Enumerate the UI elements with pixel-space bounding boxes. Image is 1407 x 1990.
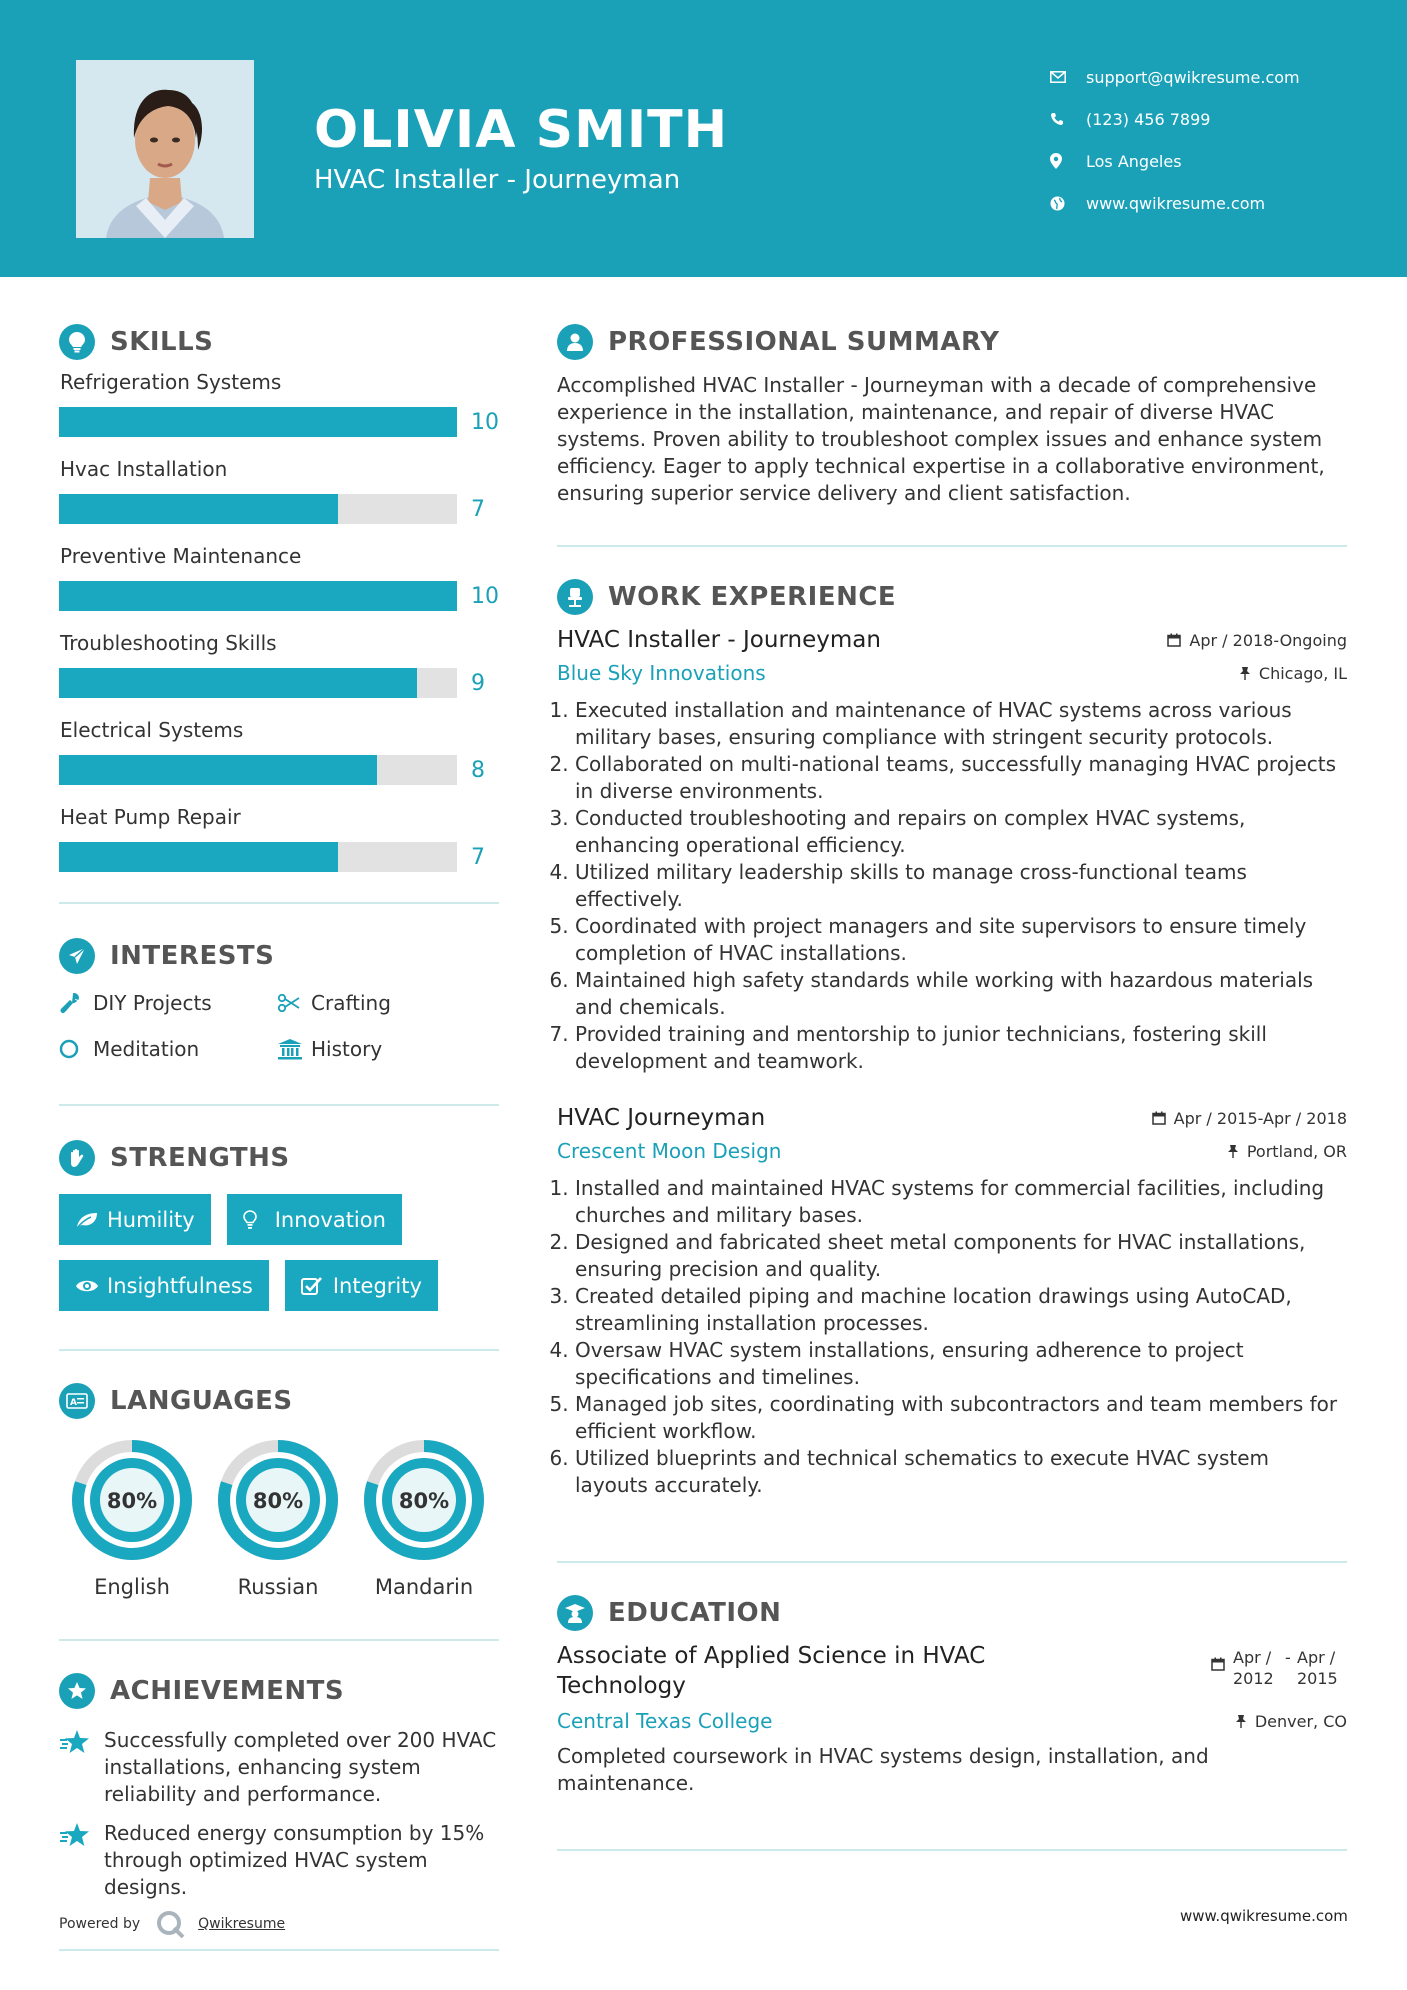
interest-item: Crafting (277, 988, 477, 1018)
skill-bar-fill (59, 407, 457, 437)
job-duties (557, 1175, 1347, 1499)
resume-header (0, 0, 1407, 277)
star-badge-icon (59, 1673, 95, 1709)
duty-item: 6. Maintained high safety standards while working with hazardous materials and chemicals. (575, 967, 1347, 1021)
date-separator: - (1285, 1648, 1291, 1667)
checkbox-icon (301, 1276, 333, 1296)
star-icon (59, 1727, 104, 1808)
skill-item (59, 718, 499, 805)
skill-item (59, 370, 499, 457)
pushpin-icon (1239, 666, 1251, 680)
job-dates: Apr / 2015-Apr / 2018 (1152, 1109, 1347, 1128)
skill-name: Hvac Installation (60, 457, 228, 481)
office-chair-icon (557, 579, 593, 615)
skill-value: 9 (471, 671, 485, 696)
skill-name: Troubleshooting Skills (60, 631, 277, 655)
sidebar (59, 320, 499, 1951)
achievement-item (59, 1727, 499, 1808)
achievements-heading: ACHIEVEMENTS (59, 1669, 499, 1713)
strengths-list (59, 1194, 499, 1311)
achievement-text: Reduced energy consumption by 15% through optimized HVAC system designs. (104, 1821, 485, 1899)
job-role: HVAC Installer - Journeyman (557, 627, 881, 653)
website-text: www.qwikresume.com (1086, 193, 1266, 213)
education-start: Apr / 2012 (1233, 1648, 1274, 1688)
qwikresume-logo-icon (156, 1910, 186, 1938)
language-progress-ring (363, 1439, 485, 1561)
education-heading: EDUCATION (557, 1591, 1347, 1635)
candidate-title: HVAC Installer - Journeyman (314, 165, 681, 195)
skill-name: Electrical Systems (60, 718, 244, 742)
skill-name: Preventive Maintenance (60, 544, 302, 568)
envelope-icon (1050, 67, 1086, 87)
candidate-name: OLIVIA SMITH (314, 100, 729, 160)
globe-icon (1050, 193, 1086, 213)
strengths-heading: STRENGTHS (59, 1136, 499, 1180)
skill-value: 7 (471, 845, 485, 870)
calendar-icon (1167, 633, 1181, 647)
education-location: Denver, CO (1235, 1712, 1347, 1731)
skill-item (59, 544, 499, 631)
paper-plane-icon (59, 938, 95, 974)
language-name: English (94, 1575, 170, 1599)
interests-list (59, 988, 499, 1064)
job-dates: Apr / 2018-Ongoing (1167, 631, 1347, 650)
pushpin-icon (1235, 1714, 1247, 1728)
duty-item: 5. Managed job sites, coordinating with subcontractors and team members for efficient workflow. (575, 1391, 1347, 1445)
hand-icon (59, 1140, 95, 1176)
strength-tag: Humility (59, 1194, 211, 1245)
interest-item: Meditation (59, 1034, 277, 1064)
contact-email[interactable] (1050, 56, 1380, 98)
skill-bar (59, 581, 457, 611)
skill-bar-fill (59, 842, 338, 872)
calendar-icon (1211, 1657, 1225, 1671)
education-description: Completed coursework in HVAC systems design, installation, and maintenance. (557, 1744, 1209, 1795)
summary-heading: PROFESSIONAL SUMMARY (557, 320, 1347, 364)
achievement-text: Successfully completed over 200 HVAC installations, enhancing system reliability and performance. (104, 1728, 497, 1806)
museum-icon (277, 1038, 311, 1060)
wrench-icon (59, 992, 93, 1014)
phone-icon (1050, 109, 1086, 129)
job-entry (557, 627, 1347, 1075)
lightbulb-icon (59, 324, 95, 360)
duty-item: 4. Utilized military leadership skills to manage cross-functional teams effectively. (575, 859, 1347, 913)
contact-info (1050, 56, 1380, 224)
duty-item: 5. Coordinated with project managers and site supervisors to ensure timely completion of HVAC installations. (575, 913, 1347, 967)
contact-phone[interactable] (1050, 98, 1380, 140)
footer-website[interactable]: www.qwikresume.com (1180, 1907, 1348, 1925)
eye-icon (75, 1278, 107, 1294)
job-role: HVAC Journeyman (557, 1105, 766, 1131)
pushpin-icon (1227, 1144, 1239, 1158)
language-icon (59, 1383, 95, 1419)
main-column (557, 320, 1347, 1851)
strength-tag: Integrity (285, 1260, 438, 1311)
svg-text:A: A (70, 1398, 78, 1408)
duty-item: 1. Installed and maintained HVAC systems for commercial facilities, including churches and military bases. (575, 1175, 1347, 1229)
star-icon (59, 1820, 104, 1901)
graduate-icon (557, 1595, 593, 1631)
strength-tag: Innovation (227, 1194, 402, 1245)
language-name: Mandarin (374, 1575, 474, 1599)
duty-item: 2. Collaborated on multi-national teams, successfully managing HVAC projects in diverse environments. (575, 751, 1347, 805)
section-divider (59, 1639, 499, 1641)
language-percent: 80% (252, 1489, 304, 1513)
skill-bar (59, 494, 457, 524)
summary-text: Accomplished HVAC Installer - Journeyman with a decade of comprehensive experience in the installation, maintenance, and repair of diverse HVAC systems. Proven ability to troubleshoot complex issues and enhance system efficiency. Eager to apply technical expertise in a collaborative environment, ensuring superior service delivery and client satisfaction. (557, 373, 1325, 505)
section-divider (59, 1949, 499, 1951)
duty-item: 6. Utilized blueprints and technical schematics to execute HVAC system layouts accurately. (575, 1445, 1347, 1499)
email-text: support@qwikresume.com (1086, 67, 1300, 87)
duty-item: 3. Created detailed piping and machine location drawings using AutoCAD, streamlining installation processes. (575, 1283, 1347, 1337)
education-degree: Associate of Applied Science in HVAC Technology (557, 1643, 986, 1699)
job-entry (557, 1105, 1347, 1499)
job-location: Portland, OR (1227, 1142, 1347, 1161)
skills-heading: SKILLS (59, 320, 499, 364)
language-progress-ring (71, 1439, 193, 1561)
duty-item: 2. Designed and fabricated sheet metal components for HVAC installations, ensuring precision and quality. (575, 1229, 1347, 1283)
location-text: Los Angeles (1086, 151, 1182, 171)
skill-item (59, 457, 499, 544)
job-company: Blue Sky Innovations (557, 661, 766, 685)
skill-name: Refrigeration Systems (60, 370, 282, 394)
skill-bar-fill (59, 494, 338, 524)
skill-item (59, 631, 499, 718)
language-progress-ring (217, 1439, 339, 1561)
education-dates (1211, 1641, 1347, 1701)
achievement-item (59, 1820, 499, 1901)
section-divider (557, 1849, 1347, 1851)
phone-text: (123) 456 7899 (1086, 109, 1211, 129)
skill-bar-fill (59, 755, 377, 785)
skill-name: Heat Pump Repair (60, 805, 241, 829)
language-item (59, 1439, 205, 1599)
skill-bar-fill (59, 581, 457, 611)
language-item (351, 1439, 497, 1599)
map-pin-icon (1050, 151, 1086, 171)
duty-item: 3. Conducted troubleshooting and repairs on complex HVAC systems, enhancing operational efficiency. (575, 805, 1347, 859)
interest-item: DIY Projects (59, 988, 277, 1018)
skill-bar (59, 755, 457, 785)
contact-website[interactable] (1050, 182, 1380, 224)
leaf-icon (75, 1211, 107, 1229)
skill-bar (59, 842, 457, 872)
job-location: Chicago, IL (1239, 664, 1347, 683)
calendar-icon (1152, 1111, 1166, 1125)
education-entry (557, 1641, 1347, 1701)
duty-item: 7. Provided training and mentorship to junior technicians, fostering skill development and teamwork. (575, 1021, 1347, 1075)
interest-item: History (277, 1034, 477, 1064)
languages-list (59, 1439, 499, 1599)
language-item (205, 1439, 351, 1599)
skill-bar (59, 407, 457, 437)
language-percent: 80% (106, 1489, 158, 1513)
contact-location (1050, 140, 1380, 182)
powered-by (59, 1909, 499, 1939)
language-percent: 80% (398, 1489, 450, 1513)
education-end: Apr / 2015 (1297, 1648, 1338, 1688)
section-divider (59, 1104, 499, 1106)
languages-heading: A LANGUAGES (59, 1379, 499, 1423)
user-icon (557, 324, 593, 360)
section-divider (59, 1349, 499, 1351)
skill-value: 10 (471, 410, 499, 435)
duty-item: 1. Executed installation and maintenance of HVAC systems across various military bases, ensuring compliance with stringent security protocols. (575, 697, 1347, 751)
powered-by-brand-link[interactable]: Qwikresume (198, 1916, 286, 1932)
section-divider (557, 545, 1347, 547)
circle-icon (59, 1038, 93, 1060)
strength-tag: Insightfulness (59, 1260, 269, 1311)
skill-item (59, 805, 499, 892)
skill-bar-fill (59, 668, 417, 698)
skill-value: 8 (471, 758, 485, 783)
skill-value: 7 (471, 497, 485, 522)
duty-item: 4. Oversaw HVAC system installations, ensuring adherence to project specifications and timelines. (575, 1337, 1347, 1391)
section-divider (557, 1561, 1347, 1563)
skill-bar (59, 668, 457, 698)
skills-list (59, 370, 499, 892)
experience-heading: WORK EXPERIENCE (557, 575, 1347, 619)
job-company: Crescent Moon Design (557, 1139, 782, 1163)
powered-by-label: Powered by (59, 1916, 141, 1932)
lightbulb-icon (243, 1210, 275, 1230)
job-duties (557, 697, 1347, 1075)
scissors-icon (277, 994, 311, 1012)
education-school: Central Texas College (557, 1709, 773, 1733)
section-divider (59, 902, 499, 904)
skill-value: 10 (471, 584, 499, 609)
profile-photo (76, 60, 254, 238)
interests-heading: INTERESTS (59, 934, 499, 978)
language-name: Russian (237, 1575, 319, 1599)
